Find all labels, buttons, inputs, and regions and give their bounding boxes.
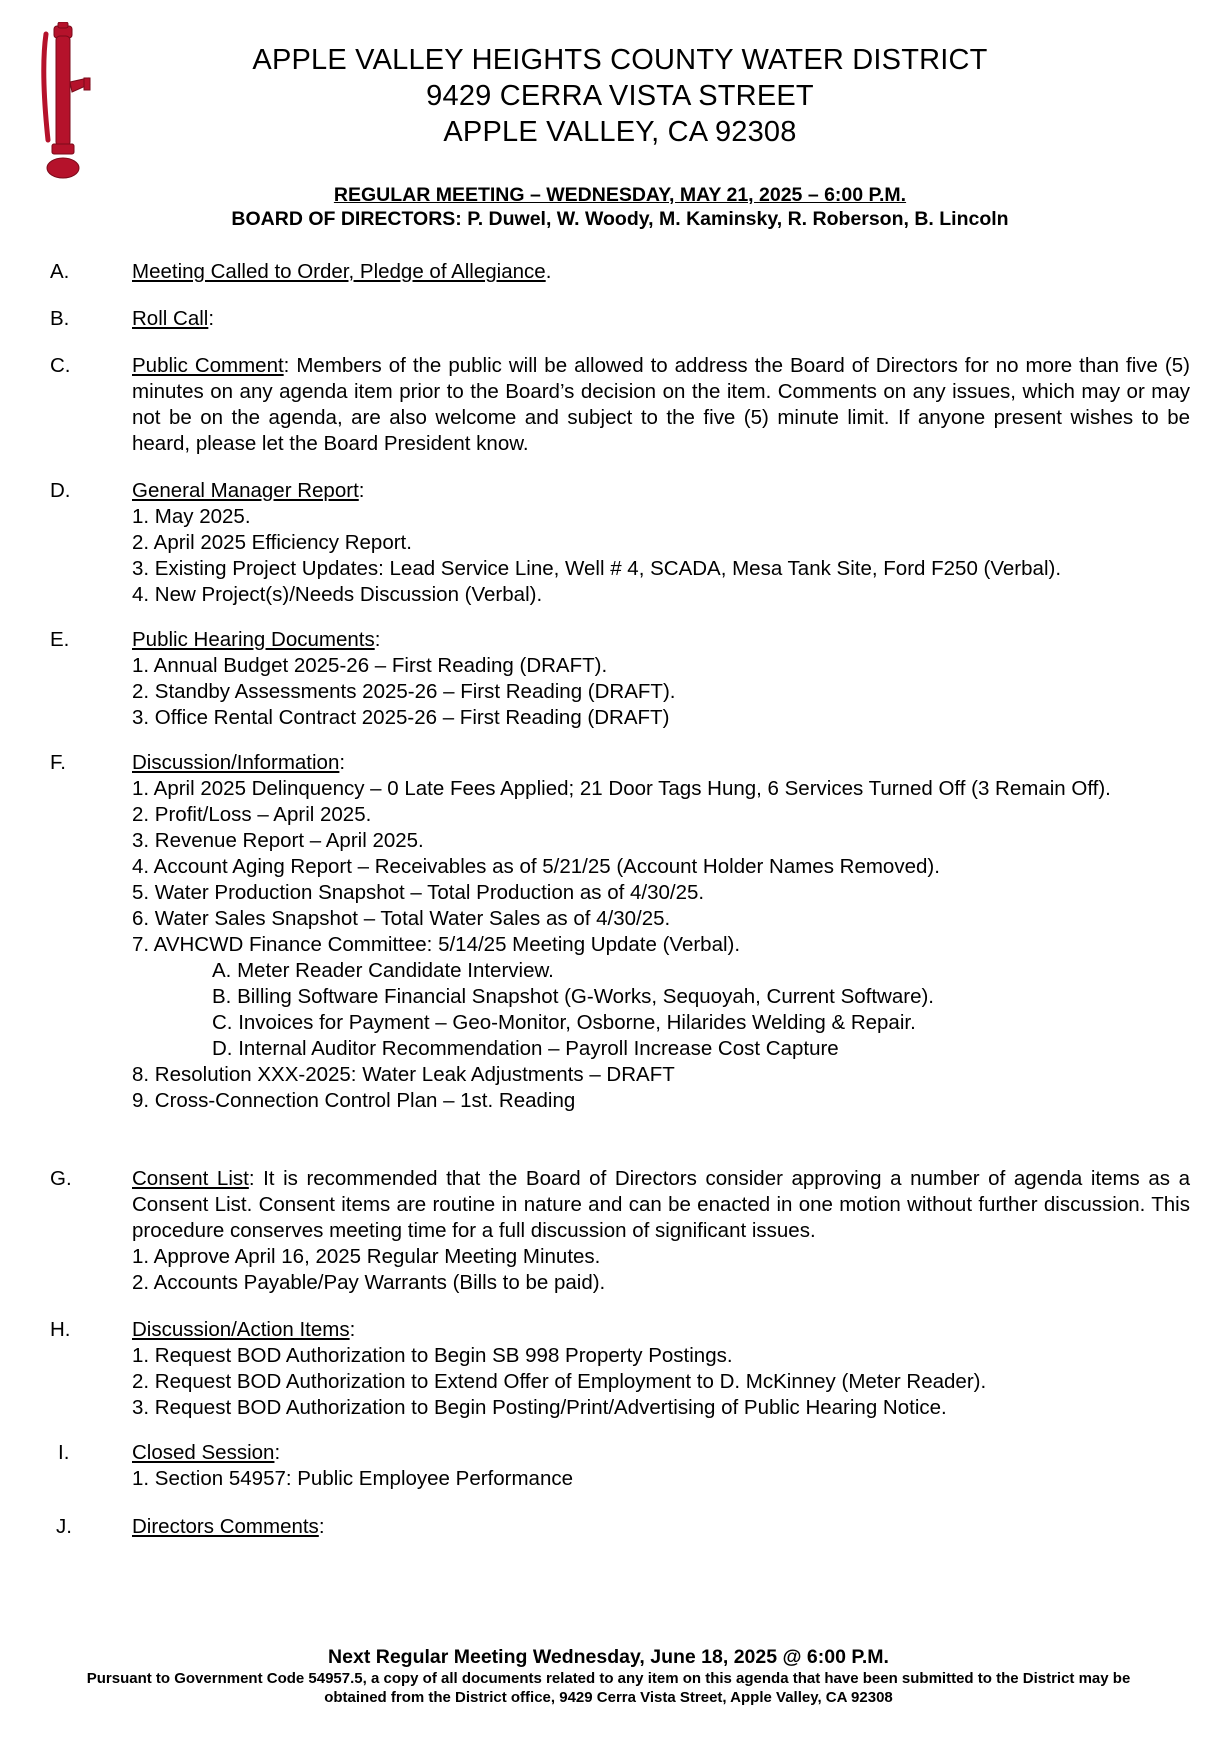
list-item: 6. Water Sales Snapshot – Total Water Sales as of 4/30/25. <box>132 907 671 930</box>
list-item: 1. Approve April 16, 2025 Regular Meeting Minutes. <box>132 1245 601 1268</box>
section-letter: E. <box>50 628 70 651</box>
section-letter: J. <box>56 1515 72 1538</box>
agenda-section-a: A. Meeting Called to Order, Pledge of Allegiance. <box>50 260 552 283</box>
list-item: 2. Profit/Loss – April 2025. <box>132 803 372 826</box>
section-heading: Discussion/Information <box>132 751 340 774</box>
section-letter: D. <box>50 479 71 502</box>
list-item: 1. April 2025 Delinquency – 0 Late Fees Applied; 21 Door Tags Hung, 6 Services Turned Off (3 Remain Off). <box>132 777 1111 800</box>
list-item: 1. Annual Budget 2025-26 – First Reading (DRAFT). <box>132 654 608 677</box>
section-letter: H. <box>50 1318 71 1341</box>
water-pump-icon <box>40 22 100 182</box>
meeting-header <box>150 183 1090 231</box>
list-item: 2. Request BOD Authorization to Extend Offer of Employment to D. McKinney (Meter Reader). <box>132 1370 987 1393</box>
section-heading: Directors Comments <box>132 1515 319 1538</box>
list-item: 3. Request BOD Authorization to Begin Posting/Print/Advertising of Public Hearing Notice. <box>132 1396 947 1419</box>
sub-list-item: B. Billing Software Financial Snapshot (G-Works, Sequoyah, Current Software). <box>212 985 934 1008</box>
section-letter: A. <box>50 260 70 283</box>
list-item: 2. Standby Assessments 2025-26 – First Reading (DRAFT). <box>132 680 676 703</box>
agenda-section-d: D. General Manager Report: 1. May 2025. 2. April 2025 Efficiency Report. 3. Existing Project Updates: Lead Service Line, Well # 4, SCADA, Mesa Tank Site, Ford F250 (Verbal). 4. New Project(s)/Needs Discussion (Verbal). <box>50 478 1190 608</box>
list-item: 4. New Project(s)/Needs Discussion (Verbal). <box>132 583 543 606</box>
list-item: 1. Request BOD Authorization to Begin SB 998 Property Postings. <box>132 1344 733 1367</box>
list-item: 3. Revenue Report – April 2025. <box>132 829 424 852</box>
list-item: 1. May 2025. <box>132 505 251 528</box>
meeting-title: REGULAR MEETING – WEDNESDAY, MAY 21, 2025 – 6:00 P.M. <box>333 184 907 206</box>
sub-list-item: C. Invoices for Payment – Geo-Monitor, Osborne, Hilarides Welding & Repair. <box>212 1011 916 1034</box>
section-text: : It is recommended that the Board of Directors consider approving a number of agenda items as a Consent List. Consent items are routine in nature and can be enacted in one motion without further discussion. This procedure conserves meeting time for a full discussion of significant issues. <box>132 1167 1190 1242</box>
section-heading: Discussion/Action Items <box>132 1318 350 1341</box>
section-heading: Meeting Called to Order, Pledge of Allegiance <box>132 260 546 283</box>
agenda-section-g <box>50 1166 1190 1296</box>
section-heading: Public Comment <box>132 354 284 377</box>
list-item: 1. Section 54957: Public Employee Performance <box>132 1467 574 1490</box>
board-of-directors: BOARD OF DIRECTORS: P. Duwel, W. Woody, M. Kaminsky, R. Roberson, B. Lincoln <box>231 208 1009 230</box>
section-letter: C. <box>50 354 71 377</box>
section-letter: G. <box>50 1167 72 1190</box>
section-text: : Members of the public will be allowed to address the Board of Directors for no more than five (5) minutes on any agenda item prior to the Board’s decision on the item. Comments on any issues, which may or may not be on the agenda, are also welcome and subject to the five (5) minute limit. If anyone present wishes to be heard, please let the Board President know. <box>132 354 1190 455</box>
list-item: 4. Account Aging Report – Receivables as of 5/21/25 (Account Holder Names Removed). <box>132 855 940 878</box>
list-item: 5. Water Production Snapshot – Total Production as of 4/30/25. <box>132 881 705 904</box>
list-item: 2. April 2025 Efficiency Report. <box>132 531 412 554</box>
footer <box>40 1645 1177 1707</box>
section-letter: I. <box>58 1441 70 1464</box>
agenda-section-c <box>50 353 1190 457</box>
agenda-section-j: J. Directors Comments: <box>56 1515 325 1538</box>
government-code-notice: Pursuant to Government Code 54957.5, a copy of all documents related to any item on this agenda that have been submitted to the District may be obtained from the District office, 9429 Cerra Vista Street, Apple Valley, CA 92308 <box>86 1670 1131 1706</box>
next-meeting: Next Regular Meeting Wednesday, June 18, 2025 @ 6:00 P.M. <box>328 1646 889 1668</box>
agenda-section-i: I. Closed Session: 1. Section 54957: Public Employee Performance <box>50 1440 1190 1492</box>
list-item: 2. Accounts Payable/Pay Warrants (Bills to be paid). <box>132 1271 606 1294</box>
section-letter: B. <box>50 307 70 330</box>
section-heading: Public Hearing Documents <box>132 628 375 651</box>
district-street: 9429 CERRA VISTA STREET <box>426 80 814 112</box>
section-heading: General Manager Report <box>132 479 359 502</box>
sub-list-item: A. Meter Reader Candidate Interview. <box>212 959 554 982</box>
section-heading: Closed Session <box>132 1441 275 1464</box>
agenda-section-h: H. Discussion/Action Items: 1. Request BOD Authorization to Begin SB 998 Property Postings. 2. Request BOD Authorization to Extend Offer of Employment to D. McKinney (Meter Reader). 3. Request BOD Authorization to Begin Posting/Print/Advertising of Public Hearing Notice. <box>50 1317 1190 1421</box>
district-city: APPLE VALLEY, CA 92308 <box>443 116 797 148</box>
list-item: 7. AVHCWD Finance Committee: 5/14/25 Meeting Update (Verbal). <box>132 933 741 956</box>
list-item: 3. Existing Project Updates: Lead Service Line, Well # 4, SCADA, Mesa Tank Site, Ford F250 (Verbal). <box>132 557 1062 580</box>
letterhead <box>150 42 1090 150</box>
sub-list-item: D. Internal Auditor Recommendation – Payroll Increase Cost Capture <box>212 1037 839 1060</box>
list-item: 3. Office Rental Contract 2025-26 – First Reading (DRAFT) <box>132 706 670 729</box>
agenda-section-f: F. Discussion/Information: 1. April 2025 Delinquency – 0 Late Fees Applied; 21 Door Tags Hung, 6 Services Turned Off (3 Remain Off). 2. Profit/Loss – April 2025. 3. Revenue Report – April 2025. 4. Account Aging Report – Receivables as of 5/21/25 (Account Holder Names Removed). 5. Water Production Snapshot – Total Production as of 4/30/25. 6. Water Sales Snapshot – Total Water Sales as of 4/30/25. 7. AVHCWD Finance Committee: 5/14/25 Meeting Update (Verbal). A. Meter Reader Candidate Interview. B. Billing Software Financial Snapshot (G-Works, Sequoyah, Current Software). C. Invoices for Payment – Geo-Monitor, Osborne, Hilarides Welding & Repair. D. Internal Auditor Recommendation – Payroll Increase Cost Capture 8. Resolution XXX-2025: Water Leak Adjustments – DRAFT 9. Cross-Connection Control Plan – 1st. Reading <box>50 750 1190 1114</box>
section-letter: F. <box>50 751 66 774</box>
agenda-section-b: B. Roll Call: <box>50 307 215 330</box>
agenda-section-e: E. Public Hearing Documents: 1. Annual Budget 2025-26 – First Reading (DRAFT). 2. Standby Assessments 2025-26 – First Reading (DRAFT). 3. Office Rental Contract 2025-26 – First Reading (DRAFT) <box>50 627 1190 731</box>
district-name: APPLE VALLEY HEIGHTS COUNTY WATER DISTRICT <box>252 44 988 76</box>
section-heading: Roll Call <box>132 307 209 330</box>
list-item: 9. Cross-Connection Control Plan – 1st. Reading <box>132 1089 576 1112</box>
section-heading: Consent List <box>132 1167 249 1190</box>
list-item: 8. Resolution XXX-2025: Water Leak Adjustments – DRAFT <box>132 1063 675 1086</box>
